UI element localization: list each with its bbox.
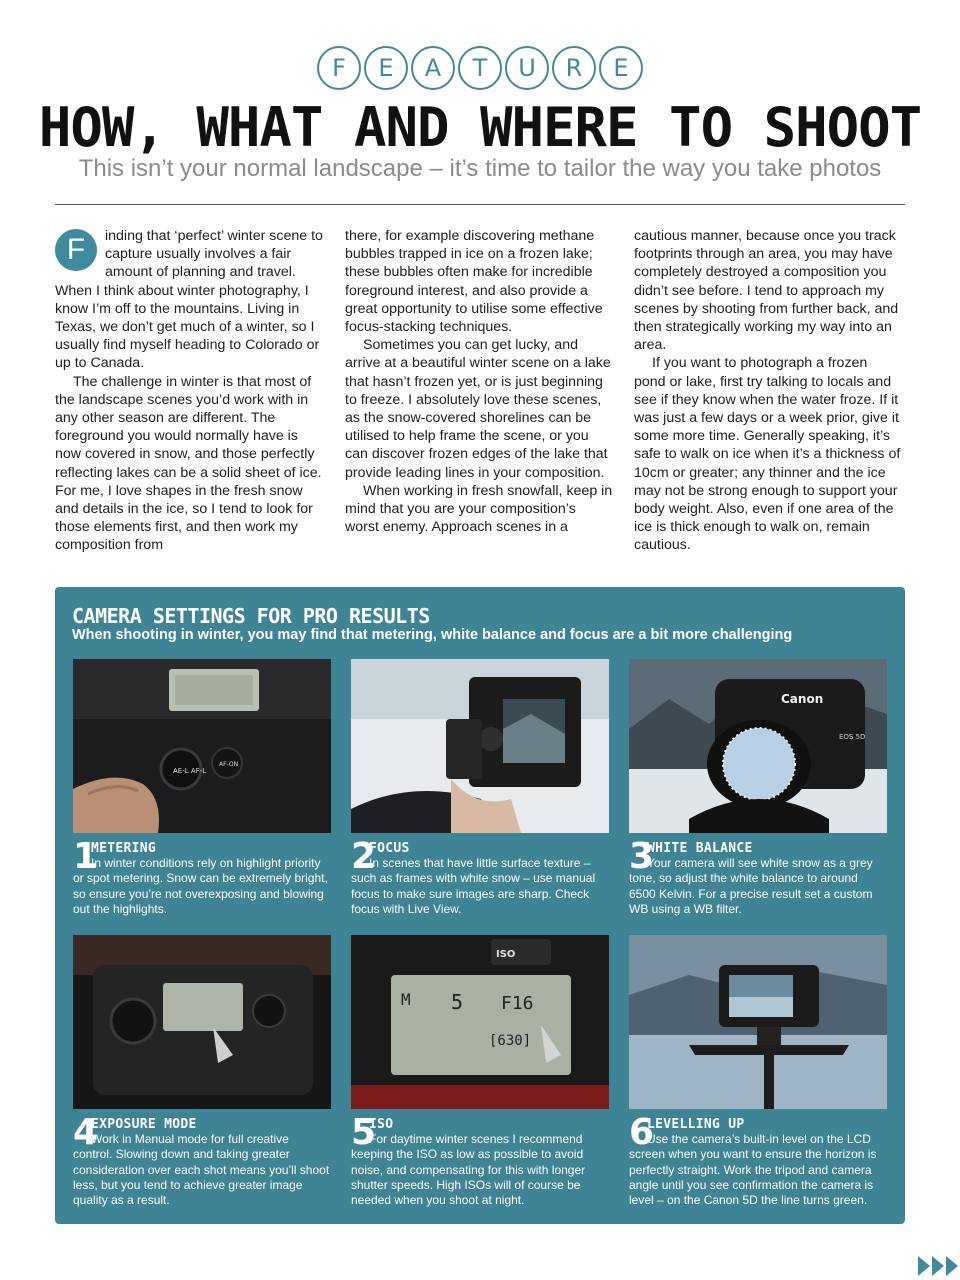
- photo-white-balance: [629, 659, 887, 833]
- photo-focus: [351, 659, 609, 833]
- canon-logo: Canon: [781, 692, 824, 706]
- tip-title: EXPOSURE MODE: [91, 1117, 197, 1132]
- next-page-icon[interactable]: [918, 1255, 960, 1277]
- article-paragraph: Sometimes you can get lucky, and arrive at a beautiful winter scene on a lake that hasn’t frozen yet, or is just beginning to freeze. I absolutely love these scenes, as the snow-covered shorelines can be utilised to help frame the scene, or you can discover frozen edges of the lake that provide leading lines in your composition.: [345, 337, 611, 481]
- tip-text: In winter conditions rely on highlight priority or spot metering. Snow can be extremely bright, so ensure you’re not overexposing and blowing out the highlights.: [73, 856, 328, 916]
- feature-letter: U: [505, 46, 549, 90]
- feature-letter: F: [317, 46, 361, 90]
- tip-iso: [351, 1112, 609, 1208]
- lcd-aperture: F16: [501, 993, 534, 1014]
- feature-letter: T: [458, 46, 502, 90]
- iso-lcd-illustration: [351, 935, 609, 1109]
- tip-number: 2: [351, 836, 377, 877]
- photo-metering: [73, 659, 331, 833]
- tip-levelling-up: [629, 1112, 887, 1208]
- model-label: EOS 5D: [839, 733, 866, 741]
- tip-text: For daytime winter scenes I recommend keeping the ISO as low as possible to avoid noise, and compensating for this with longer shutter speeds. High ISOs will of course be needed when you shoot at night.: [351, 1132, 586, 1208]
- photo-levelling-up: [629, 935, 887, 1109]
- article-column-3: [634, 227, 902, 555]
- iso-button-label: ISO: [496, 949, 516, 960]
- tip-title: FOCUS: [369, 841, 410, 856]
- af-on-label: AF-ON: [219, 761, 239, 768]
- tip-number: 1: [73, 836, 99, 877]
- feature-letter: E: [364, 46, 408, 90]
- tip-metering: [73, 836, 331, 917]
- article-paragraph: [55, 227, 323, 373]
- tip-white-balance: [629, 836, 887, 917]
- exposure-mode-illustration: [73, 935, 331, 1109]
- tip-title: LEVELLING UP: [647, 1117, 745, 1132]
- feature-letter: R: [552, 46, 596, 90]
- tip-number: 6: [629, 1112, 655, 1153]
- camera-dial-illustration: [73, 659, 331, 833]
- page-title: HOW, WHAT AND WHERE TO SHOOT: [38, 96, 922, 159]
- tip-exposure-mode: [73, 1112, 331, 1208]
- ae-l-label: AE-L AF-L: [173, 767, 207, 775]
- tip-text: Work in Manual mode for full creative control. Slowing down and taking greater consideration over each shot means you’ll shoot less, but you tend to achieve greater image quality as a result.: [73, 1132, 330, 1208]
- article-paragraph: If you want to photograph a frozen pond or lake, first try talking to locals and see if they know when the water froze. If it was just a few days or a week prior, give it some more time. Generally speaking, it’s safe to walk on ice when it’s a thickness of 10cm or greater; any thinner and the ice may not be strong enough to support your body weight. Also, even if one area of the ice is thick enough to walk on, remain cautious.: [634, 355, 901, 554]
- standfirst: This isn’t your normal landscape – it’s time to tailor the way you take photos: [78, 155, 882, 182]
- tip-focus: [351, 836, 609, 917]
- paragraph-text: inding that ‘perfect’ winter scene to capture usually involves a fair amount of planning and travel. When I think about winter photography, I know I’m off to the mountains. Living in Texas, we don’t get much of a winter, so I usually find myself heading to Colorado or up to Canada.: [55, 228, 323, 372]
- divider: [55, 204, 905, 205]
- tip-title: ISO: [369, 1117, 394, 1132]
- tip-number: 3: [629, 836, 655, 877]
- panel-title: CAMERA SETTINGS FOR PRO RESULTS: [72, 604, 430, 628]
- panel-subtitle: When shooting in winter, you may find that metering, white balance and focus are a bit more challenging: [72, 627, 793, 643]
- tip-text: Use the camera’s built-in level on the LCD screen when you want to ensure the horizon is perfectly straight. Work the tripod and camera angle until you see confirmation the camera is level – on the Canon 5D the line turns green.: [629, 1132, 877, 1208]
- lcd-shot-count: [630]: [489, 1033, 532, 1049]
- drop-cap: F: [55, 229, 97, 271]
- lcd-shutter: 5: [451, 990, 464, 1014]
- tip-text: In scenes that have little surface texture – such as frames with white snow – use manual focus to make sure images are sharp. Check focus with Live View.: [351, 856, 596, 916]
- article-column-2: [345, 227, 613, 536]
- tip-text: Your camera will see white snow as a grey tone, so adjust the white balance to around 6500 Kelvin. For a precise result set a custom WB using a WB filter.: [629, 856, 873, 916]
- wb-filter-illustration: [629, 659, 887, 833]
- article-paragraph: The challenge in winter is that most of the landscape scenes you’d work with in any other season are different. The foreground you would normally have is now covered in snow, and those perfectly reflecting lakes can be a solid sheet of ice. For me, I love shapes in the fresh snow and details in the ice, so I tend to look for those elements first, and then work my composition from: [55, 373, 322, 554]
- tip-title: WHITE BALANCE: [647, 841, 753, 856]
- photo-exposure-mode: [73, 935, 331, 1109]
- article-paragraph: there, for example discovering methane bubbles trapped in ice on a frozen lake; these bubbles often make for incredible foreground interest, and also provide a great opportunity to utilise some effective focus-stacking techniques.: [345, 228, 603, 336]
- tip-number: 4: [73, 1112, 99, 1153]
- tip-title: METERING: [91, 841, 157, 856]
- lcd-mode: M: [401, 990, 411, 1009]
- article-paragraph: When working in fresh snowfall, keep in mind that you are your composition’s worst enemy. Approach scenes in a: [345, 482, 613, 536]
- feature-letter: A: [411, 46, 455, 90]
- article-paragraph: cautious manner, because once you track footprints through an area, you may have completely destroyed a composition you didn’t see before. I tend to approach my scenes by shooting from further back, and then strategically working my way into an area.: [634, 228, 899, 354]
- tip-number: 5: [351, 1112, 377, 1153]
- live-view-illustration: [351, 659, 609, 833]
- article-column-1: [55, 227, 323, 555]
- feature-letter: E: [599, 46, 643, 90]
- feature-label: [0, 46, 960, 90]
- tripod-illustration: [629, 935, 887, 1109]
- photo-iso: [351, 935, 609, 1109]
